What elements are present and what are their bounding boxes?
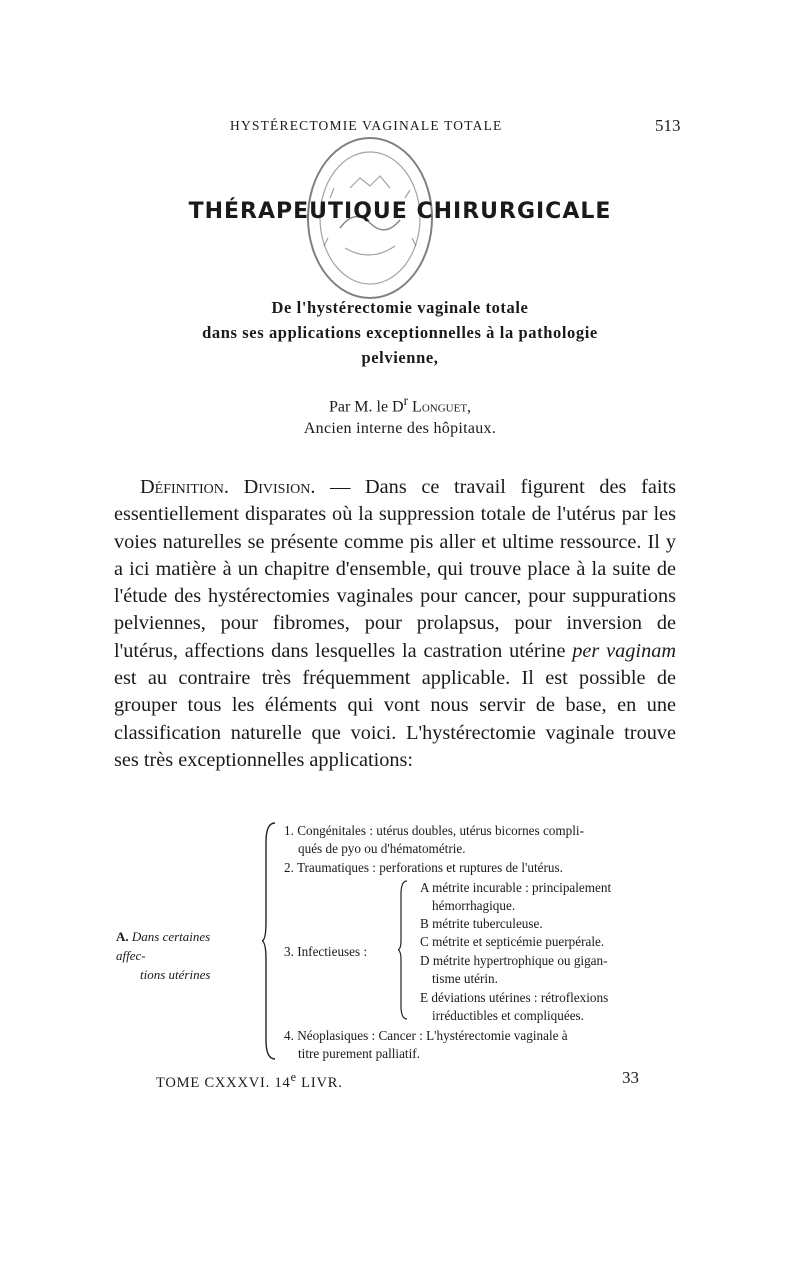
paragraph-text: — Dans ce travail figurent des faits essentiellement disparates où la suppression totale de l'utérus par les voies naturelles se présente comme pis aller et ultime ressource. Il y a ici matière à un chapitre d'ensemble, qui trouve place à la suite de l'étude des hystérectomies vaginales pour cancer, pour suppurations pelviennes, pour fibromes, pour prolapsus, pour inversion de l'utérus, affections dans lesquelles la castration utérine	[114, 476, 676, 662]
footer-volume-sup: e	[290, 1070, 297, 1084]
subtype-e-cont: irréductibles et compliquées.	[432, 1008, 584, 1023]
group-label-line: Dans certaines affec-	[116, 929, 211, 963]
group-label-line: tions utérines	[140, 967, 211, 982]
subtype-d: D métrite hypertrophique ou gigan-	[420, 953, 608, 968]
section-title: THÉRAPEUTIQUE CHIRURGICALE	[188, 199, 612, 224]
article-title-line: dans ses applications exceptionnelles à la pathologie	[202, 323, 598, 342]
sub-brace-icon	[398, 880, 408, 1020]
entry-infectious: 3. Infectieuses :	[284, 944, 368, 959]
footer-volume-text: TOME CXXXVI. 14	[156, 1074, 291, 1091]
entry-neoplastic-cont: titre purement palliatif.	[298, 1046, 420, 1061]
author-affiliation: Ancien interne des hôpitaux.	[303, 420, 497, 437]
article-title-line: pelvienne,	[361, 348, 439, 367]
page-footer	[156, 1070, 676, 1092]
italic-phrase: per vaginam	[572, 639, 676, 662]
author-name: Longuet,	[412, 398, 472, 416]
article-title	[130, 295, 670, 370]
subtype-b: B métrite tuberculeuse.	[420, 916, 543, 931]
subtype-c: C métrite et septicémie puerpérale.	[420, 934, 605, 949]
main-brace-icon	[262, 822, 276, 1060]
paragraph-text-end: est au contraire très fréquemment applicable. Il est possible de grouper tous les éléments qui vont nous servir de base, en une classification naturelle que voici. L'hystérectomie vaginale trouve ses très exceptionnelles applications:	[114, 667, 676, 771]
subtype-d-cont: tisme utérin.	[432, 971, 498, 986]
entry-neoplastic: 4. Néoplasiques : Cancer : L'hystérectomie vaginale à	[284, 1028, 568, 1043]
paragraph-lead: Définition. Division.	[140, 476, 316, 498]
entry-congenital: 1. Congénitales : utérus doubles, utérus bicornes compli-	[284, 823, 584, 838]
subtype-a-cont: hémorrhagique.	[432, 898, 516, 913]
article-title-line: De l'hystérectomie vaginale totale	[271, 298, 529, 317]
subtype-e: E déviations utérines : rétroflexions	[420, 990, 609, 1005]
entry-congenital-cont: qués de pyo ou d'hématométrie.	[298, 841, 466, 856]
byline	[0, 393, 800, 416]
footer-volume-tail: LIVR.	[296, 1074, 343, 1091]
entry-traumatic: 2. Traumatiques : perforations et ruptures de l'utérus.	[284, 860, 563, 875]
classification-table	[112, 822, 687, 1062]
group-label	[116, 927, 231, 984]
page-number: 513	[655, 116, 681, 135]
byline-sup: r	[403, 393, 409, 408]
byline-prefix: Par M. le D	[328, 398, 404, 416]
subtype-a: A métrite incurable : principalement	[420, 880, 612, 895]
group-lead: A.	[116, 929, 129, 944]
running-head-title: HYSTÉRECTOMIE VAGINALE TOTALE	[230, 118, 503, 133]
footer-volume	[156, 1070, 343, 1092]
body-paragraph	[114, 474, 676, 774]
signature-number: 33	[622, 1068, 639, 1087]
